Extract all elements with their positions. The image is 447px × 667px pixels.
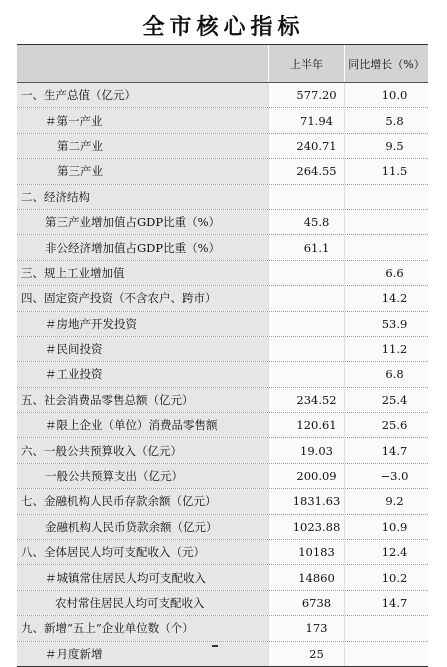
table-row: [17, 83, 428, 108]
table-row: [17, 413, 428, 438]
indicator-label: 七、金融机构人民币存款余额（亿元）: [17, 489, 268, 513]
page-mark: [212, 645, 218, 647]
first-half-value: [268, 312, 344, 336]
indicator-label: ＃城镇常住居民人均可支配收入: [17, 565, 268, 589]
yoy-growth-value: 53.9: [344, 312, 428, 336]
yoy-growth-value: 5.8: [344, 108, 428, 132]
yoy-growth-value: 6.8: [344, 362, 428, 386]
first-half-value: 173: [268, 616, 344, 640]
indicator-label: 金融机构人民币贷款余额（亿元）: [17, 515, 268, 539]
yoy-growth-value: [344, 210, 428, 234]
yoy-growth-value: 6.6: [344, 261, 428, 285]
indicator-label: 九、新增“五上”企业单位数（个）: [17, 616, 268, 640]
yoy-growth-value: −3.0: [344, 464, 428, 488]
indicator-table: [17, 44, 428, 667]
table-row: [17, 159, 428, 184]
first-half-value: 71.94: [268, 108, 344, 132]
first-half-value: 577.20: [268, 83, 344, 107]
table-row: [17, 210, 428, 235]
header-yoy-growth: 同比增长（%）: [344, 45, 428, 82]
indicator-label: ＃限上企业（单位）消费品零售额: [17, 413, 268, 437]
table-row: [17, 565, 428, 590]
yoy-growth-value: 14.7: [344, 438, 428, 462]
indicator-label: 二、经济结构: [17, 185, 268, 209]
first-half-value: 45.8: [268, 210, 344, 234]
header-first-half: 上半年: [268, 45, 344, 82]
table-row: [17, 388, 428, 413]
yoy-growth-value: [344, 185, 428, 209]
table-body: [17, 83, 428, 667]
first-half-value: [268, 286, 344, 310]
yoy-growth-value: 11.2: [344, 337, 428, 361]
table-row: [17, 489, 428, 514]
yoy-growth-value: 9.5: [344, 134, 428, 158]
table-row: [17, 134, 428, 159]
yoy-growth-value: 9.2: [344, 489, 428, 513]
indicator-label: 第二产业: [17, 134, 268, 158]
first-half-value: 10183: [268, 540, 344, 564]
yoy-growth-value: 10.2: [344, 565, 428, 589]
table-row: [17, 540, 428, 565]
indicator-label: 三、规上工业增加值: [17, 261, 268, 285]
table-row: [17, 286, 428, 311]
table-row: [17, 591, 428, 616]
yoy-growth-value: 14.2: [344, 286, 428, 310]
indicator-label: 五、社会消费品零售总额（亿元）: [17, 388, 268, 412]
first-half-value: [268, 362, 344, 386]
first-half-value: 25: [268, 642, 344, 666]
first-half-value: [268, 261, 344, 285]
yoy-growth-value: [344, 235, 428, 259]
indicator-label: 一般公共预算支出（亿元）: [17, 464, 268, 488]
table-row: [17, 235, 428, 260]
indicator-label: ＃民间投资: [17, 337, 268, 361]
indicator-label: 八、全体居民人均可支配收入（元）: [17, 540, 268, 564]
indicator-label: ＃月度新增: [17, 642, 268, 666]
table-row: [17, 362, 428, 387]
indicator-label: 非公经济增加值占GDP比重（%）: [17, 235, 268, 259]
first-half-value: 234.52: [268, 388, 344, 412]
indicator-label: 第三产业: [17, 159, 268, 183]
first-half-value: 19.03: [268, 438, 344, 462]
table-row: [17, 185, 428, 210]
table-row: [17, 108, 428, 133]
indicator-label: ＃工业投资: [17, 362, 268, 386]
first-half-value: 200.09: [268, 464, 344, 488]
first-half-value: [268, 337, 344, 361]
first-half-value: [268, 185, 344, 209]
table-row: [17, 464, 428, 489]
indicator-label: ＃房地产开发投资: [17, 312, 268, 336]
first-half-value: 264.55: [268, 159, 344, 183]
first-half-value: 240.71: [268, 134, 344, 158]
table-header: [17, 45, 428, 83]
yoy-growth-value: 25.6: [344, 413, 428, 437]
table-row: [17, 438, 428, 463]
first-half-value: 6738: [268, 591, 344, 615]
yoy-growth-value: 12.4: [344, 540, 428, 564]
table-row: [17, 616, 428, 641]
table-row: [17, 312, 428, 337]
first-half-value: 14860: [268, 565, 344, 589]
first-half-value: 1023.88: [268, 515, 344, 539]
indicator-label: 第三产业增加值占GDP比重（%）: [17, 210, 268, 234]
table-row: [17, 261, 428, 286]
indicator-label: 六、一般公共预算收入（亿元）: [17, 438, 268, 462]
first-half-value: 1831.63: [268, 489, 344, 513]
page-title: 全市核心指标: [142, 14, 305, 40]
yoy-growth-value: [344, 642, 428, 666]
indicator-label: 农村常住居民人均可支配收入: [17, 591, 268, 615]
yoy-growth-value: 14.7: [344, 591, 428, 615]
indicator-label: 四、固定资产投资（不含农户、跨市）: [17, 286, 268, 310]
indicator-label: 一、生产总值（亿元）: [17, 83, 268, 107]
first-half-value: 61.1: [268, 235, 344, 259]
yoy-growth-value: 11.5: [344, 159, 428, 183]
table-row: [17, 515, 428, 540]
yoy-growth-value: [344, 616, 428, 640]
header-indicator: [17, 45, 268, 82]
table-row: [17, 642, 428, 667]
first-half-value: 120.61: [268, 413, 344, 437]
table-row: [17, 337, 428, 362]
yoy-growth-value: 10.9: [344, 515, 428, 539]
yoy-growth-value: 25.4: [344, 388, 428, 412]
indicator-label: ＃第一产业: [17, 108, 268, 132]
yoy-growth-value: 10.0: [344, 83, 428, 107]
